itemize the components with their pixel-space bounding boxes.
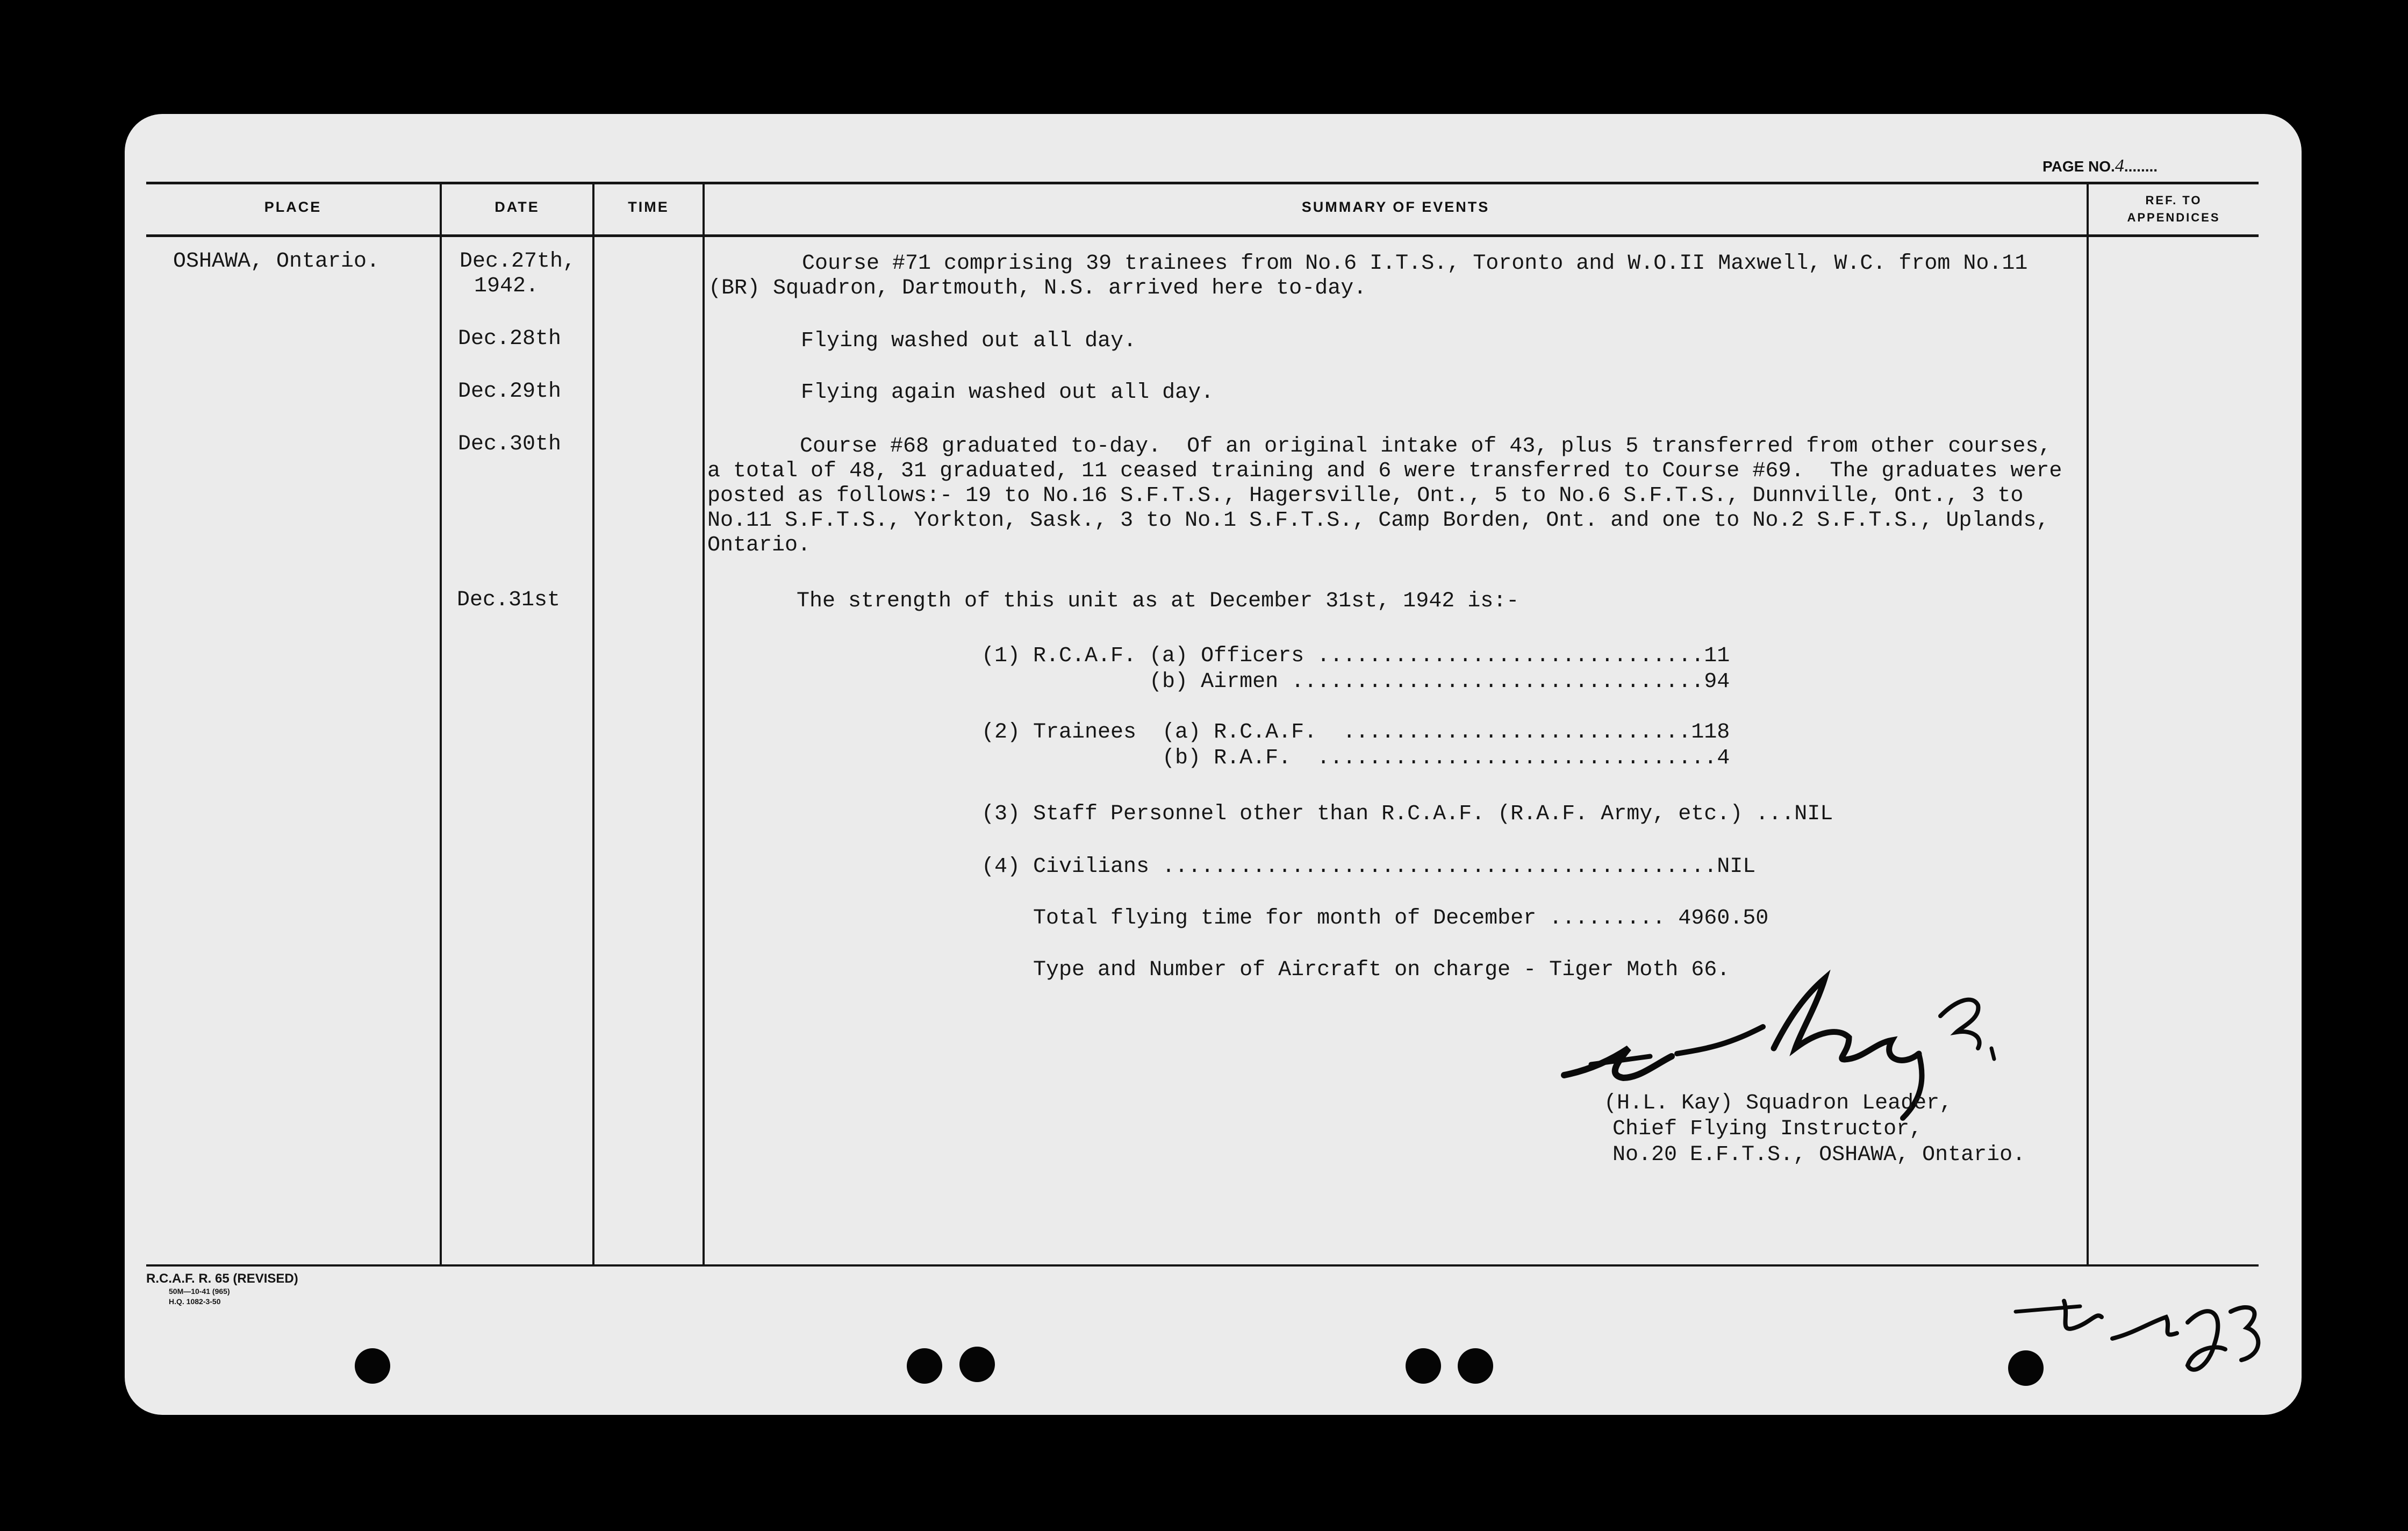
- form-number-line1: 50M—10-41 (965): [169, 1287, 230, 1296]
- signature-unit: No.20 E.F.T.S., OSHAWA, Ontario.: [1612, 1143, 2026, 1167]
- strength-officers: (1) R.C.A.F. (a) Officers ..............................11: [981, 644, 1730, 668]
- entry-dec-29: Flying again washed out all day.: [801, 381, 1214, 405]
- strength-airmen: (b) Airmen ................................94: [981, 670, 1730, 694]
- strength-trainees-raf: (b) R.A.F. ...............................4: [981, 746, 1730, 770]
- strength-trainees-rcaf: (2) Trainees (a) R.C.A.F. ...........................118: [981, 720, 1730, 745]
- form-number: [146, 1271, 298, 1307]
- entry-course-68-line5: Ontario.: [707, 533, 811, 557]
- date-dec-31: Dec.31st: [457, 588, 561, 612]
- entry-strength-intro: The strength of this unit as at December 31st, 1942 is:-: [797, 589, 1520, 613]
- entry-course-71-line2: (BR) Squadron, Dartmouth, N.S. arrived here to-day.: [708, 276, 1367, 301]
- entry-course-68-line1: Course #68 graduated to-day. Of an original intake of 43, plus 5 transferred from other courses,: [800, 434, 2052, 459]
- signature-name-rank: (H.L. Kay) Squadron Leader,: [1604, 1091, 1953, 1115]
- strength-civilians: (4) Civilians ...........................................NIL: [981, 855, 1756, 879]
- handwritten-page-mark: [2010, 1279, 2290, 1387]
- entry-dec-28: Flying washed out all day.: [801, 329, 1137, 353]
- header-ref-line1: REF. TO: [2145, 194, 2202, 207]
- punch-hole: [907, 1348, 942, 1384]
- table-bottom-rule: [146, 1264, 2259, 1267]
- header-bottom-rule: [146, 234, 2259, 237]
- date-dec-28: Dec.28th: [458, 327, 562, 351]
- punch-hole: [2008, 1350, 2044, 1386]
- page-number-value: 4: [2115, 156, 2124, 176]
- punch-hole: [355, 1348, 390, 1384]
- strength-staff-personnel: (3) Staff Personnel other than R.C.A.F. (R.A.F. Army, etc.) ...NIL: [981, 802, 1833, 826]
- punch-hole: [1406, 1348, 1441, 1384]
- entry-course-68-line4: No.11 S.F.T.S., Yorkton, Sask., 3 to No.1 S.F.T.S., Camp Borden, Ont. and one to No.2 S.F.T.S., Uplands,: [707, 509, 2049, 533]
- place-cell: OSHAWA, Ontario.: [173, 249, 380, 274]
- entry-course-68-line3: posted as follows:- 19 to No.16 S.F.T.S., Hagersville, Ont., 5 to No.6 S.F.T.S., Dunnville, Ont., 3 to: [707, 484, 2024, 508]
- header-time: TIME: [628, 199, 669, 215]
- signature-title: Chief Flying Instructor,: [1612, 1117, 1923, 1141]
- header-place: PLACE: [264, 199, 322, 215]
- header-date: DATE: [494, 199, 540, 215]
- divider-time-summary: [703, 184, 705, 1264]
- punch-hole: [1458, 1348, 1493, 1384]
- date-year: 1942.: [474, 274, 539, 298]
- page-number-label: PAGE NO.4........: [2042, 156, 2158, 176]
- table-top-rule: [146, 182, 2259, 184]
- header-ref-line2: APPENDICES: [2127, 211, 2220, 224]
- form-number-title: R.C.A.F. R. 65 (REVISED): [146, 1271, 298, 1286]
- header-summary: SUMMARY OF EVENTS: [1301, 199, 1490, 215]
- divider-place-date: [440, 184, 442, 1264]
- entry-course-68-line2: a total of 48, 31 graduated, 11 ceased training and 6 were transferred to Course #69. The graduates were: [707, 459, 2062, 483]
- entry-course-71-line1: Course #71 comprising 39 trainees from No.6 I.T.S., Toronto and W.O.II Maxwell, W.C. from No.11: [802, 252, 2028, 276]
- divider-date-time: [592, 184, 594, 1264]
- date-dec-30: Dec.30th: [458, 432, 562, 456]
- date-dec-29: Dec.29th: [458, 380, 562, 404]
- punch-hole: [959, 1347, 995, 1382]
- aircraft-on-charge: Type and Number of Aircraft on charge - Tiger Moth 66.: [981, 958, 1730, 982]
- total-flying-time: Total flying time for month of December ......... 4960.50: [981, 906, 1769, 931]
- date-dec-27: Dec.27th,: [460, 249, 576, 274]
- form-number-line2: H.Q. 1082-3-50: [169, 1297, 221, 1306]
